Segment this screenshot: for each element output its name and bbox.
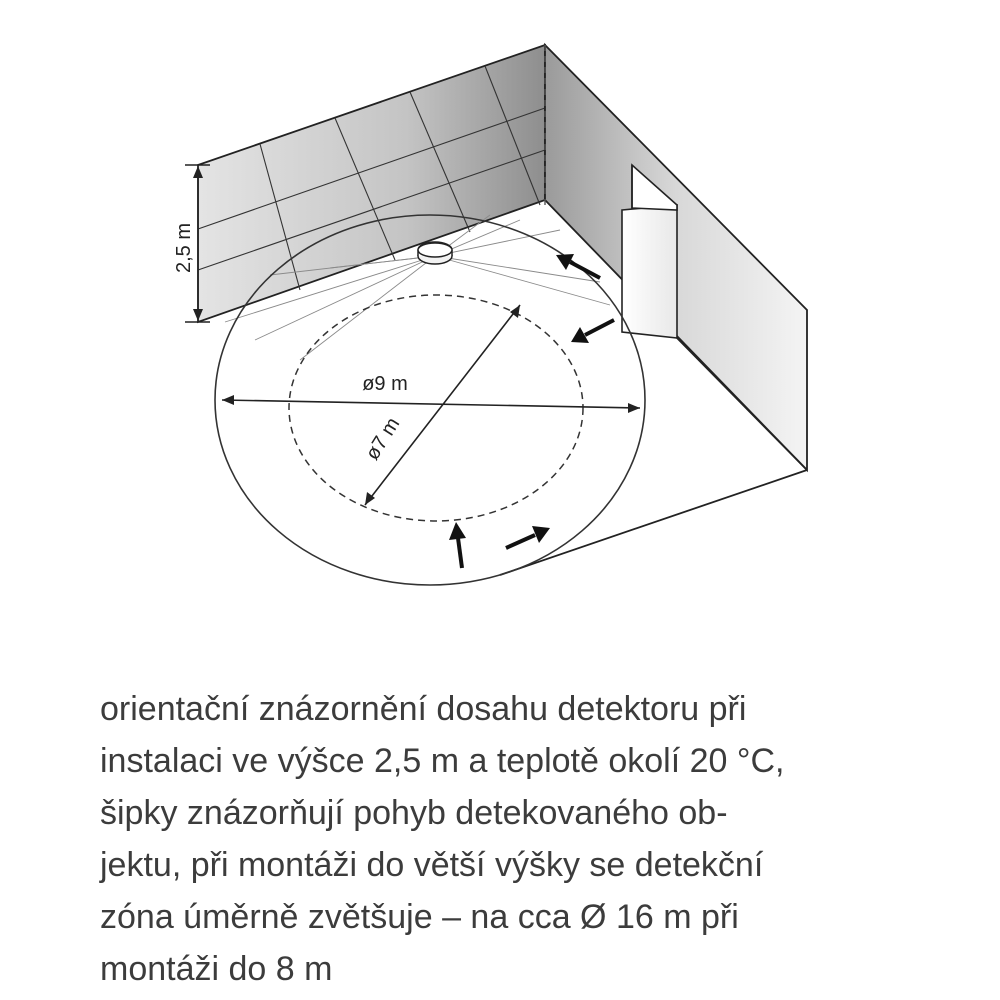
caption-line: zóna úměrně zvětšuje – na cca Ø 16 m při — [100, 898, 739, 936]
movement-arrow — [571, 320, 614, 343]
outer-diameter-label: ø9 m — [362, 373, 408, 395]
caption — [100, 683, 960, 995]
caption-line: instalaci ve výšce 2,5 m a teplotě okolí 20 °C, — [100, 742, 785, 780]
movement-arrow — [506, 526, 550, 548]
inner-diameter-label: ø7 m — [361, 413, 405, 464]
motion-detector — [418, 242, 452, 264]
movement-arrows — [449, 254, 614, 568]
caption-line: jektu, při montáži do větší výšky se detekční — [100, 846, 764, 884]
caption-line: orientační znázornění dosahu detektoru při — [100, 690, 747, 728]
movement-arrow — [556, 254, 600, 278]
door-panel — [622, 205, 677, 338]
inner-detection-zone — [289, 295, 583, 521]
movement-arrow — [449, 522, 466, 568]
caption-line: šipky znázorňují pohyb detekovaného ob- — [100, 794, 728, 832]
height-label: 2,5 m — [173, 222, 195, 274]
caption-line: montáži do 8 m — [100, 950, 333, 988]
